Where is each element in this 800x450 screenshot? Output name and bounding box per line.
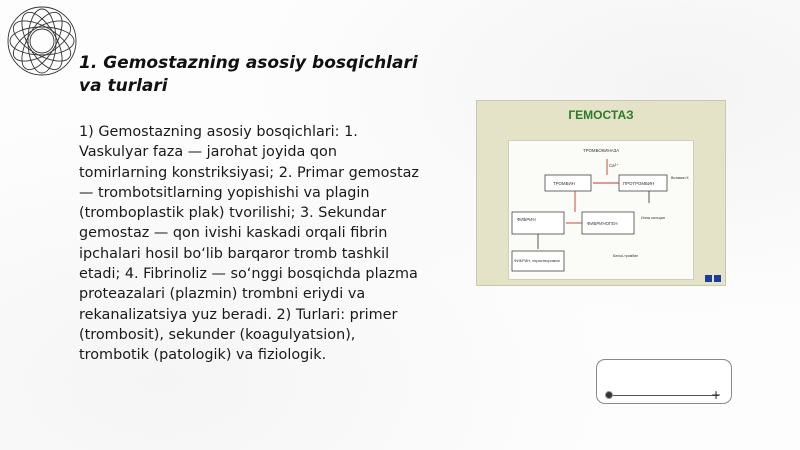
media-player-control[interactable] [596, 359, 732, 404]
corner-square-icon [714, 275, 721, 282]
progress-track[interactable] [609, 395, 719, 396]
diagram-label-calcium: Ca²⁺ [609, 163, 619, 168]
plus-icon[interactable]: + [710, 388, 721, 402]
corner-square-icon [705, 275, 712, 282]
slide-title: 1. Gemostazning asosiy bosqichlari va turlari [79, 53, 418, 96]
diagram-box-fibrin [512, 212, 564, 234]
diagram-text-insoluble-fibrin: ФИБРИН, нерастворимые [514, 259, 561, 263]
progress-knob[interactable] [605, 391, 613, 399]
diagram-note-calcium-ions: Ионы кальция [641, 216, 665, 220]
diagram-note-protein: Белок-тромбин [613, 254, 639, 258]
diagram-text-thrombin: ТРОМБИН [553, 181, 575, 186]
diagram-label-thrombokinase: ТРОМБОКИНАЗА [583, 148, 620, 153]
spirograph-logo-icon [6, 5, 78, 77]
image-title: ГЕМОСТАЗ [568, 108, 634, 122]
hemostasis-diagram-image [476, 100, 726, 286]
diagram-text-fibrinogen: ФИБРИНОГЕН [587, 221, 618, 226]
image-corner-marks [705, 275, 721, 282]
diagram-note-vitamin-k: Витамин К [671, 176, 689, 180]
diagram-text-fibrin: ФИБРИН [517, 217, 536, 222]
hemostasis-flow-diagram [508, 140, 694, 280]
slide-body-text: 1) Gemostazning asosiy bosqichlari: 1. Vaskulyar faza — jarohat joyida qon tomirlarning konstriksiyasi; 2. Primar gemostaz — trombotsitlarning yopishishi va plagin (tromboplastik plak) tvorilishi; 3. Sekundar gemostaz — qon ivishi kaskadi orqali fibrin ipchalari hosil bo‘lib barqaror tromb tashkil etadi; 4. Fibrinoliz — so‘nggi bosqichda plazma proteazalari (plazmin) trombni eriydi va rekanalizatsiya yuz beradi. 2) Turlari: primer (trombosit), sekunder (koagulyatsion), trombotik (patologik) va fiziologik. [79, 124, 419, 364]
diagram-text-prothrombin: ПРОТРОМБИН [623, 181, 655, 186]
